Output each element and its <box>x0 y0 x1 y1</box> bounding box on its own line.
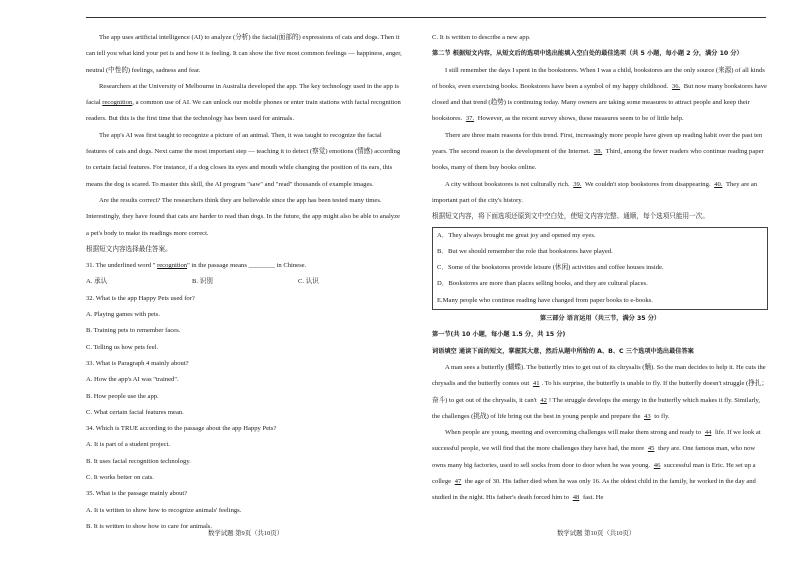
cloze-paragraph-1 <box>432 360 768 425</box>
blank-36: 36. <box>671 82 681 90</box>
passage-paragraph-1: The app uses artificial intelligence (AI) to analyze (分析) the facial(面部的) expressions of cats and dogs. Then it can tell you what kind your pet is and how it is feeling. It can show the five most common feelings — happiness, anger, neutral (中性的) feelings, sadness and fear. <box>86 34 402 74</box>
part-3-title: 第三部分 语言运用（共三节，满分 35 分） <box>539 315 661 323</box>
blank-39: 39. <box>573 180 582 188</box>
option-c: C. It is written to describe a new app. <box>432 34 531 41</box>
top-rule <box>86 17 766 18</box>
text-run: ! The struggle develops the energy in the butterfly which makes it fly. Similarly, the challenges (挑战) of life bring out the best in young people and prepare the <box>432 396 761 420</box>
blank-47: 47 <box>454 478 462 486</box>
blank-44: 44 <box>704 429 712 437</box>
blank-41: 41 <box>532 380 540 388</box>
passage-paragraph-2 <box>432 128 768 177</box>
text-run: 31. The underlined word " <box>86 262 158 270</box>
section-2-title: 第二节 根据短文内容，从短文后的选项中选出能填入空白处的最佳选项（共 5 小题，每小题 2 分，满分 10 分） <box>432 50 743 58</box>
box-option-a: A．They always brought me great joy and opened my eyes. <box>437 231 596 239</box>
question-33: 33. What is Paragraph 4 mainly about? <box>86 359 189 367</box>
option-b: B. It uses facial recognition technology. <box>86 457 191 465</box>
option-b: B. How people use the app. <box>86 392 159 400</box>
text-run: They are an important part of the city's history. <box>432 180 758 204</box>
right-column <box>432 30 768 507</box>
cloze-paragraph-2 <box>432 425 768 506</box>
option-a: A. Playing games with pets. <box>86 311 160 319</box>
passage-paragraph-1 <box>432 63 768 128</box>
blank-48: 48 <box>572 494 580 502</box>
blank-37: 37. <box>465 115 475 123</box>
page-footer-right: 数学试题 第10页（共10页） <box>557 530 636 537</box>
box-option-e: E.Many people who continue reading have changed from paper books to e-books. <box>437 296 653 304</box>
text-run: When people are young, meeting and overcoming challenges will make them strong and ready to <box>445 429 703 437</box>
instruction: 根据短文内容，将下面选项还原到文中空白处，使短文内容完整、通顺，每个选项只能用一次。 <box>432 213 709 221</box>
question-35: 35. What is the passage mainly about? <box>86 490 188 498</box>
question-32: 32. What is the app Happy Pets used for? <box>86 294 195 302</box>
page-footer-left: 数学试题 第9页（共10页） <box>208 530 284 537</box>
box-option-b: B．But we should remember the role that bookstores have played. <box>437 247 613 255</box>
blank-42: 42 <box>540 396 547 404</box>
option-a: A. It is written to show how to recognize animals' feelings. <box>86 506 242 514</box>
cloze-title: 词语填空 通读下面的短文，掌握其大意，然后从题中所给的 A、B、C 三个选项中选出最佳答案 <box>432 347 694 355</box>
underlined-word: recognition <box>157 262 188 270</box>
text-run: the age of 30. His father died when he was only 16. As the oldest child in the family, he worked in the day and studied in the night. His father's death forced him to <box>432 478 756 502</box>
options-box <box>432 227 768 310</box>
text-run: they are. One famous man, who now owns many big factories, used to sell socks from door to door when he was young. <box>432 445 756 469</box>
text-run: However, as the recent survey shows, these measures seem to be of little help. <box>476 115 684 123</box>
text-run: Third, among the fewer readers who continue reading paper books, many of them buy books online. <box>432 148 764 172</box>
option-b: B. It is written to show how to care for animals. <box>86 522 212 530</box>
passage-paragraph-3: The app's AI was first taught to recognize a picture of an animal. Then, it was taught to recognize the facial features of cats and dogs. Next came the most important step — teaching it to detect (察觉) emotions (情感) according to certain facial features. For instance, if a dog closes its eyes and mouth while changing the position of its ears, this means the dog is scared. To master this skill, the AI program "saw" and "read" thousands of example images. <box>86 131 401 188</box>
blank-40: 40. <box>714 180 723 188</box>
option-c: C. What certain facial features mean. <box>86 408 184 416</box>
option-c: C. Telling us how pets feel. <box>86 343 159 351</box>
text-run: " in the passage means ________ in Chinese. <box>187 262 307 270</box>
underlined-word: recognition <box>102 99 133 107</box>
option-c: C. 认识 <box>298 278 319 286</box>
box-option-c: C．Some of the bookstores provide leisure (休闲) activities and coffee houses inside. <box>437 264 664 272</box>
option-a: A. It is part of a student project. <box>86 441 171 449</box>
option-b: B. 识别 <box>192 278 213 286</box>
passage-paragraph-4: Are the results correct? The researchers think they are believable since the app has been tested many times. Interestingly, they have found that cats are harder to read than dogs. In the future, the app might also be able to analyze a pet's body to make its readings more correct. <box>86 196 400 237</box>
text-run: . To his surprise, the butterfly is unable to fly. If the butterfly doesn't struggle (挣扎；奋斗) to get out of the chrysalis, it can't <box>432 380 769 404</box>
option-b: B. Training pets to remember faces. <box>86 327 181 335</box>
text-run: We couldn't stop bookstores from disappearing. <box>583 180 713 188</box>
passage-paragraph-2 <box>86 79 404 128</box>
option-a: A. How the app's AI was "trained". <box>86 376 179 384</box>
passage-paragraph-3 <box>432 177 768 210</box>
blank-46: 46 <box>653 461 661 469</box>
blank-45: 45 <box>647 445 655 453</box>
blank-43: 43 <box>644 412 651 420</box>
text-run: to fly. <box>652 412 670 420</box>
text-run: But now many bookstores have closed and that trend (趋势) is continuing today. Many owners are taking some measures to attract people and keep their bookstores. <box>432 82 767 123</box>
question-34: 34. Which is TRUE according to the passage about the app Happy Pets? <box>86 425 277 433</box>
option-a: A. 承认 <box>86 278 108 286</box>
option-c: C. It works better on cats. <box>86 474 154 482</box>
text-run: Researchers at the University of Melbourne in Australia developed the app. The key technology used in the app is facial <box>86 82 399 107</box>
instruction: 根据短文内容选择最佳答案。 <box>86 245 172 253</box>
left-column <box>86 30 404 535</box>
text-run: I still remember the days I spent in the bookstores. When I was a child, bookstores are the only source (来源) of all kinds of books, even exercising books. Bookstores have been a symbol of my happy childhood. <box>432 66 765 90</box>
question-31-options <box>86 274 404 290</box>
text-run: successful man is Eric. He set up a college <box>432 461 756 486</box>
text-run: A city without bookstores is not culturally rich. <box>445 180 572 188</box>
text-run: , a common use of AI. We can unlock our mobile phones or enter train stations with facial recognition readers. But this is the first time that the technology has been used for animals. <box>86 99 401 123</box>
section-1-title: 第一节(共 10 小题，每小题 1.5 分，共 15 分) <box>432 331 566 339</box>
box-option-d: D．Bookstores are more than places selling books, and they are cultural places. <box>437 280 648 288</box>
text-run: A man sees a butterfly (蝴蝶). The butterfly tries to get out of its chrysalis (蛹). So the man decides to help it. He cuts the chrysalis and the butterfly comes out <box>432 363 766 388</box>
text-run: fast. He <box>581 494 604 502</box>
question-31 <box>86 258 404 274</box>
text-run: There are three main reasons for this trend. First, increasingly more people have given up reading habit over the past ten years. The second reason is the development of the Internet. <box>432 131 763 156</box>
text-run: life. If we look at successful people, we will find that the more challenges they have had, the more <box>432 429 761 453</box>
blank-38: 38. <box>593 148 603 156</box>
